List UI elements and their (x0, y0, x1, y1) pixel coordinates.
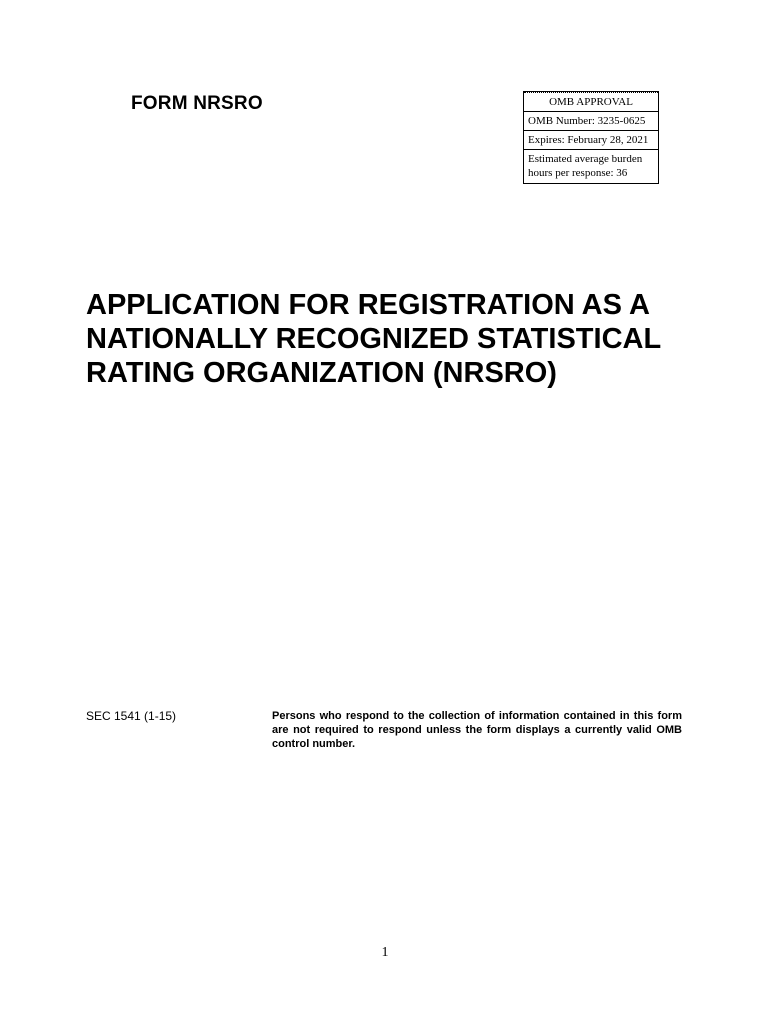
omb-notice: Persons who respond to the collection of information contained in this form are not required to respond unless the form displays a currently valid OMB control number. (272, 710, 682, 750)
form-label: FORM NRSRO (131, 93, 263, 114)
document-title (86, 288, 726, 390)
omb-burden-line-1: Estimated average burden (528, 153, 643, 165)
omb-approval-header: OMB APPROVAL (524, 92, 658, 112)
omb-number: OMB Number: 3235-0625 (524, 112, 658, 131)
document-title-line-1: APPLICATION FOR REGISTRATION AS A (86, 289, 650, 321)
omb-burden-line-2: hours per response: 36 (528, 167, 628, 179)
sec-form-code: SEC 1541 (1-15) (86, 709, 177, 723)
document-title-line-2: NATIONALLY RECOGNIZED STATISTICAL (86, 323, 662, 355)
omb-expiration: Expires: February 28, 2021 (524, 131, 658, 150)
page-number: 1 (381, 945, 389, 960)
document-title-line-3: RATING ORGANIZATION (NRSRO) (86, 357, 557, 389)
omb-approval-box (523, 91, 659, 184)
omb-burden-estimate (524, 150, 658, 183)
